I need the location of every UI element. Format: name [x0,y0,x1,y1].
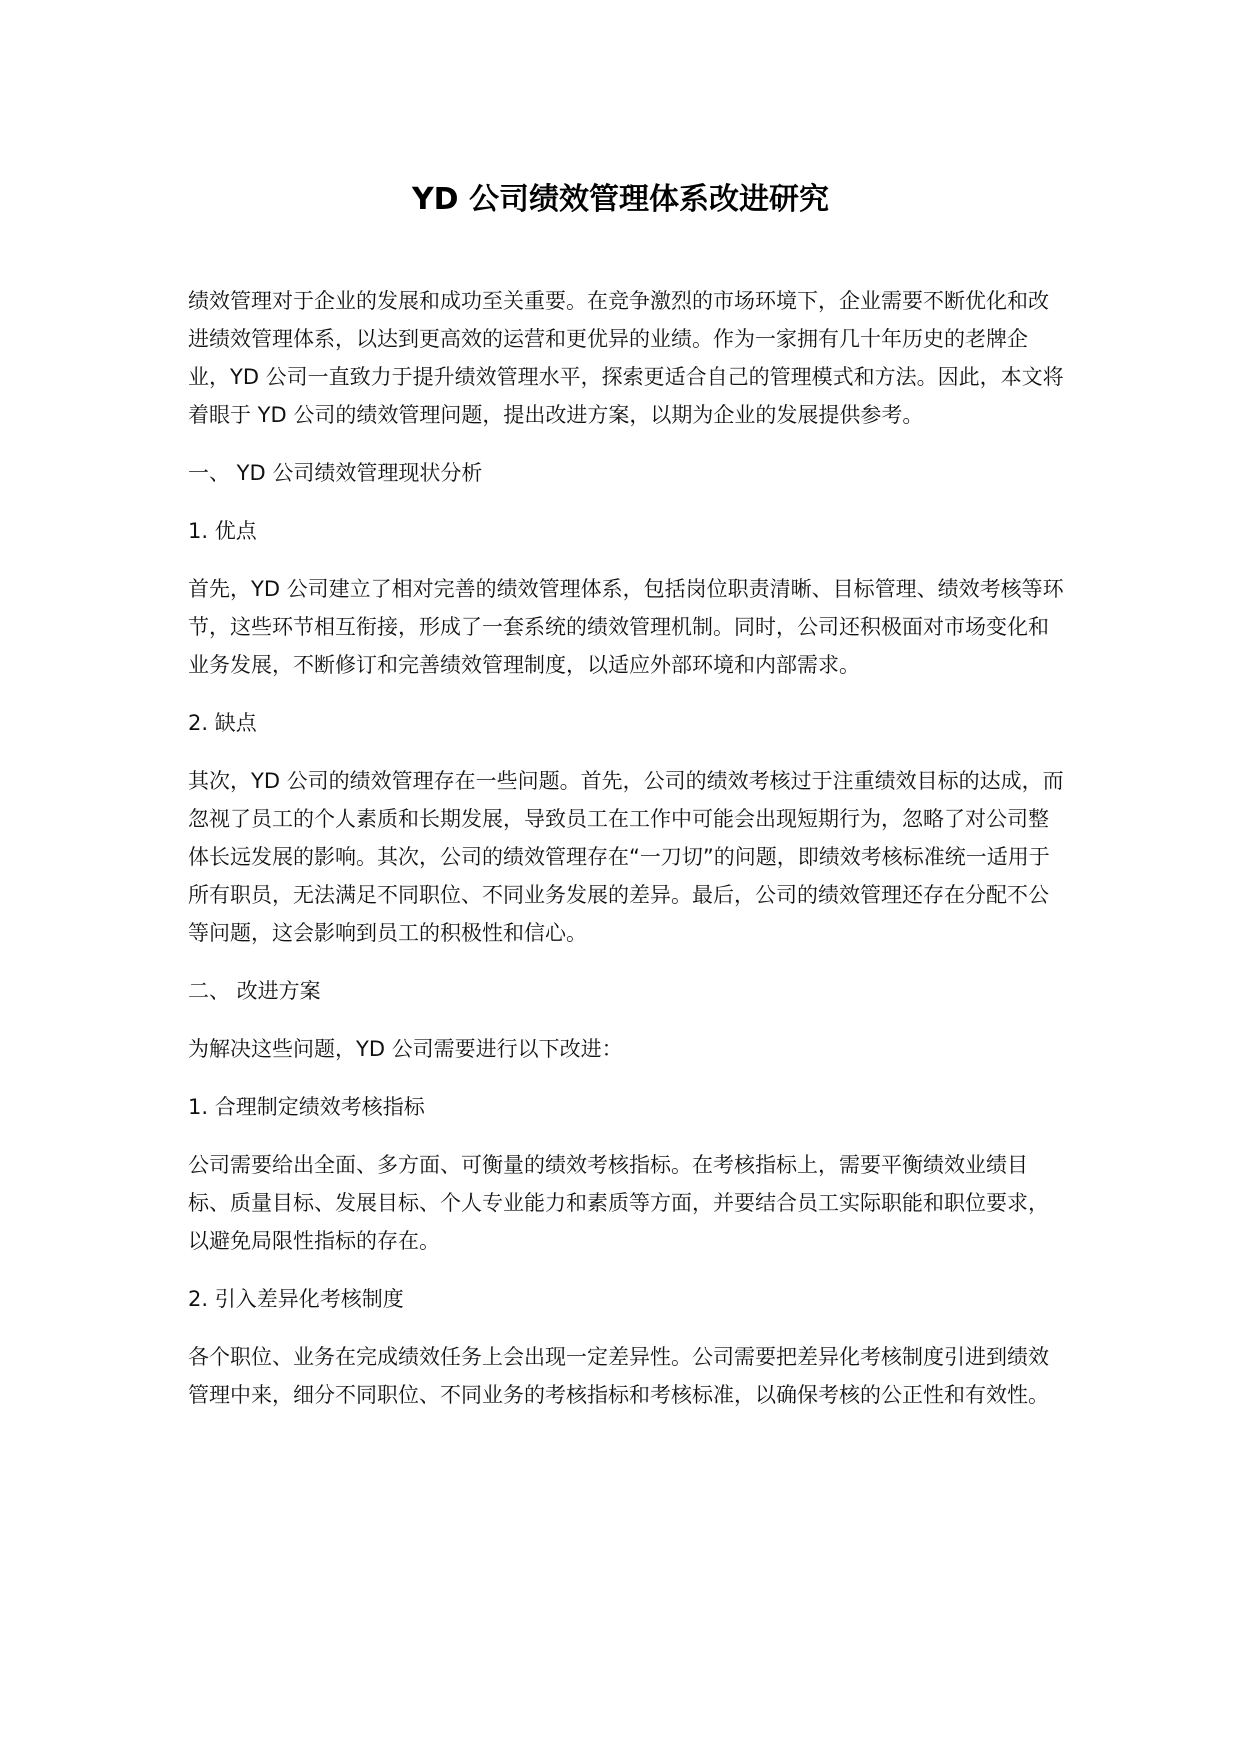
subheading-weaknesses: 2. 缺点 [188,711,257,735]
strengths-paragraph: 首先，YD 公司建立了相对完善的绩效管理体系，包括岗位职责清晰、目标管理、绩效考核等环节，这些环节相互衔接，形成了一套系统的绩效管理机制。同时，公司还积极面对市场变化和业务发展，不断修订和完善绩效管理制度，以适应外部环境和内部需求。 [188,577,1064,677]
improvement-intro-paragraph: 为解决这些问题，YD 公司需要进行以下改进： [188,1037,623,1061]
subheading-differentiated-assessment: 2. 引入差异化考核制度 [188,1287,404,1311]
differentiated-assessment-paragraph: 各个职位、业务在完成绩效任务上会出现一定差异性。公司需要把差异化考核制度引进到绩效管理中来，细分不同职位、不同业务的考核指标和考核标准，以确保考核的公正性和有效性。 [188,1345,1049,1407]
subheading-kpi-setting: 1. 合理制定绩效考核指标 [188,1095,425,1119]
subheading-strengths: 1. 优点 [188,519,257,543]
section-heading-improvement-plan: 二、 改进方案 [188,979,321,1003]
kpi-setting-paragraph: 公司需要给出全面、多方面、可衡量的绩效考核指标。在考核指标上，需要平衡绩效业绩目标、质量目标、发展目标、个人专业能力和素质等方面，并要结合员工实际职能和职位要求，以避免局限性指标的存在。 [188,1153,1049,1253]
document-body [188,282,1066,1434]
weaknesses-paragraph: 其次，YD 公司的绩效管理存在一些问题。首先，公司的绩效考核过于注重绩效目标的达成，而忽视了员工的个人素质和长期发展，导致员工在工作中可能会出现短期行为，忽略了对公司整体长远发展的影响。其次，公司的绩效管理存在“一刀切”的问题，即绩效考核标准统一适用于所有职员，无法满足不同职位、不同业务发展的差异。最后，公司的绩效管理还存在分配不公等问题，这会影响到员工的积极性和信心。 [188,769,1064,945]
document-title: YD 公司绩效管理体系改进研究 [411,182,830,217]
section-heading-status-analysis: 一、 YD 公司绩效管理现状分析 [188,461,483,485]
intro-paragraph: 绩效管理对于企业的发展和成功至关重要。在竞争激烈的市场环境下，企业需要不断优化和改进绩效管理体系，以达到更高效的运营和更优异的业绩。作为一家拥有几十年历史的老牌企业，YD 公司一直致力于提升绩效管理水平，探索更适合自己的管理模式和方法。因此，本文将着眼于 YD 公司的绩效管理问题，提出改进方案，以期为企业的发展提供参考。 [188,289,1064,427]
